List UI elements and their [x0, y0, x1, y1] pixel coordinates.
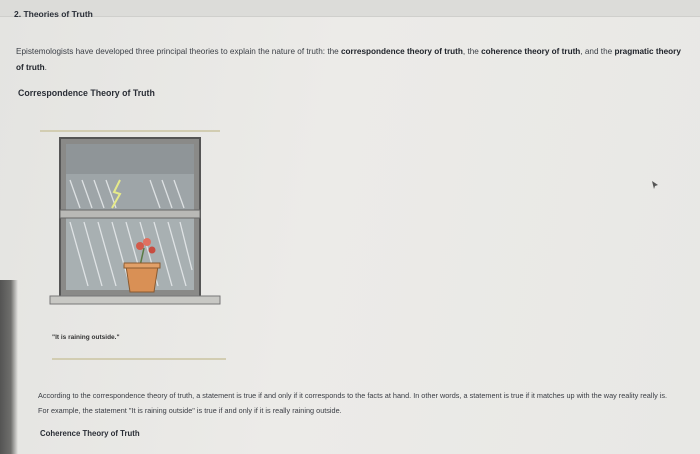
term-pragmatic: pragmatic theory of truth — [16, 47, 681, 72]
figure-caption: "It is raining outside." — [52, 334, 120, 341]
section-title: 2. Theories of Truth — [14, 9, 93, 19]
term-coherence: coherence theory of truth — [481, 47, 581, 56]
intro-text: , the — [462, 47, 482, 56]
coherence-heading: Coherence Theory of Truth — [40, 429, 140, 438]
intro-text: . — [44, 63, 47, 72]
correspondence-heading: Correspondence Theory of Truth — [18, 88, 155, 98]
term-correspondence: correspondence theory of truth — [340, 47, 463, 56]
correspondence-paragraph: According to the correspondence theory of truth, a statement is true if and only if it corresponds to the facts at hand. In other words, a statement is true if it matches up with the way reality really is. For example, the statement "It is raining outside" is true if and only if it is really raining outside. — [38, 391, 668, 415]
intro-text: , and the — [580, 47, 615, 56]
divider — [52, 358, 226, 360]
window-icon — [40, 130, 230, 320]
mouse-cursor-icon — [650, 180, 660, 190]
screen-edge-shadow — [0, 280, 18, 454]
intro-text: Epistemologists have developed three principal theories to explain the nature of truth: the — [16, 47, 341, 56]
rain-window-illustration — [40, 130, 230, 320]
top-bar — [0, 0, 700, 17]
intro-paragraph — [16, 44, 688, 76]
